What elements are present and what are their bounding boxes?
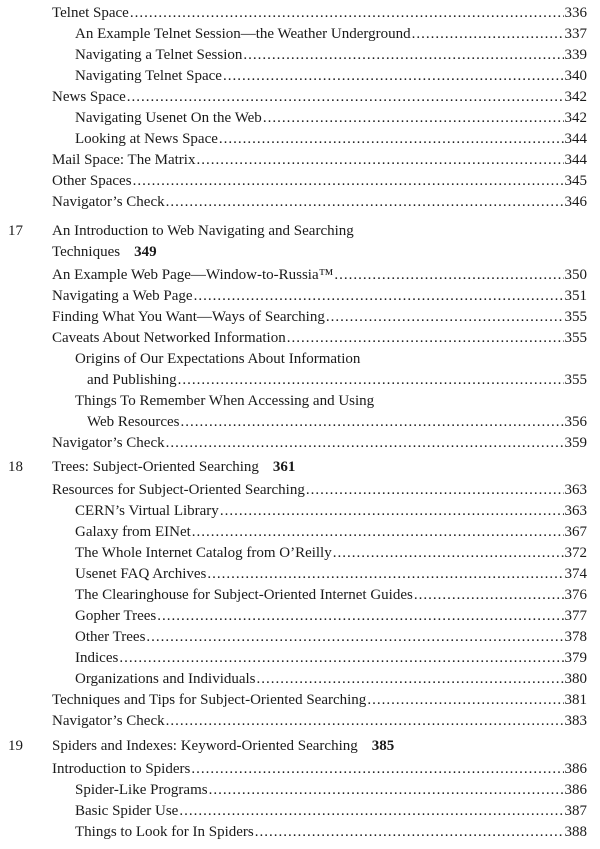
chapter-18-title-text: Trees: Subject-Oriented Searching bbox=[52, 459, 259, 475]
toc-entry-title: The Clearinghouse for Subject-Oriented Internet Guides bbox=[75, 587, 413, 603]
dot-leader bbox=[287, 329, 564, 347]
dot-leader bbox=[412, 25, 564, 43]
toc-entry bbox=[52, 479, 587, 499]
toc-entry bbox=[52, 306, 587, 326]
toc-entry-title: Resources for Subject-Oriented Searching bbox=[52, 482, 305, 498]
dot-leader bbox=[257, 670, 564, 688]
toc-entry-page: 374 bbox=[564, 566, 587, 582]
toc-entry bbox=[75, 128, 587, 148]
dot-leader bbox=[119, 649, 563, 667]
chapter-17-number: 17 bbox=[8, 223, 23, 239]
toc-entry bbox=[75, 107, 587, 127]
toc-entry bbox=[52, 86, 587, 106]
toc-entry-page: 355 bbox=[564, 330, 587, 346]
toc-entry bbox=[75, 800, 587, 820]
chapter-19-page: 385 bbox=[371, 738, 395, 754]
toc-entry-title: Galaxy from EINet bbox=[75, 524, 191, 540]
dot-leader bbox=[209, 781, 564, 799]
toc-entry-page: 376 bbox=[564, 587, 587, 603]
dot-leader bbox=[157, 607, 563, 625]
toc-entry-title: Things to Look for In Spiders bbox=[75, 824, 254, 840]
toc-entry-page: 388 bbox=[564, 824, 587, 840]
toc-entry-title: and Publishing bbox=[87, 372, 177, 388]
dot-leader bbox=[414, 586, 564, 604]
toc-entry-title: Usenet FAQ Archives bbox=[75, 566, 207, 582]
toc-entry-title: The Whole Internet Catalog from O’Reilly bbox=[75, 545, 332, 561]
toc-entry-page: 356 bbox=[564, 414, 587, 430]
toc-entry-things-line1: Things To Remember When Accessing and Using bbox=[75, 393, 375, 409]
toc-entry bbox=[75, 44, 587, 64]
toc-entry-page: 383 bbox=[564, 713, 587, 729]
toc-entry-title: Telnet Space bbox=[52, 5, 129, 21]
dot-leader bbox=[133, 172, 564, 190]
dot-leader bbox=[306, 481, 564, 499]
toc-entry-page: 342 bbox=[564, 110, 587, 126]
toc-entry-page: 363 bbox=[564, 482, 587, 498]
toc-entry-title: CERN’s Virtual Library bbox=[75, 503, 219, 519]
chapter-18-page: 361 bbox=[272, 459, 296, 475]
dot-leader bbox=[166, 193, 564, 211]
toc-entry-page: 379 bbox=[564, 650, 587, 666]
dot-leader bbox=[192, 523, 564, 541]
dot-leader bbox=[326, 308, 564, 326]
dot-leader bbox=[207, 565, 563, 583]
toc-entry-title: Gopher Trees bbox=[75, 608, 157, 624]
toc-entry bbox=[75, 647, 587, 667]
toc-entry-page: 387 bbox=[564, 803, 587, 819]
toc-entry bbox=[52, 170, 587, 190]
toc-entry bbox=[75, 23, 587, 43]
toc-entry-title: Basic Spider Use bbox=[75, 803, 179, 819]
toc-entry-title: Web Resources bbox=[87, 414, 180, 430]
toc-entry bbox=[75, 626, 587, 646]
toc-entry-title: Looking at News Space bbox=[75, 131, 218, 147]
toc-entry-title: Finding What You Want—Ways of Searching bbox=[52, 309, 325, 325]
toc-entry-page: 344 bbox=[564, 131, 587, 147]
dot-leader bbox=[255, 823, 564, 841]
toc-entry-page: 386 bbox=[564, 761, 587, 777]
dot-leader bbox=[127, 88, 564, 106]
toc-entry bbox=[75, 500, 587, 520]
toc-entry-origins bbox=[87, 369, 587, 389]
dot-leader bbox=[194, 287, 564, 305]
dot-leader bbox=[191, 760, 563, 778]
toc-entry-title: Navigator’s Check bbox=[52, 194, 165, 210]
toc-entry-page: 336 bbox=[564, 5, 587, 21]
toc-entry-title: An Example Telnet Session—the Weather Underground bbox=[75, 26, 411, 42]
chapter-19-number: 19 bbox=[8, 738, 23, 754]
chapter-17-title-line1: An Introduction to Web Navigating and Searching bbox=[52, 223, 354, 239]
toc-entry bbox=[75, 779, 587, 799]
toc-entry bbox=[52, 191, 587, 211]
dot-leader bbox=[223, 67, 564, 85]
toc-entry bbox=[75, 521, 587, 541]
toc-entry-page: 339 bbox=[564, 47, 587, 63]
toc-entry-page: 359 bbox=[564, 435, 587, 451]
toc-entry-page: 381 bbox=[564, 692, 587, 708]
toc-entry bbox=[52, 758, 587, 778]
toc-entry bbox=[75, 65, 587, 85]
toc-entry-title: Introduction to Spiders bbox=[52, 761, 191, 777]
dot-leader bbox=[178, 371, 564, 389]
dot-leader bbox=[196, 151, 563, 169]
toc-entry-title: Spider-Like Programs bbox=[75, 782, 208, 798]
toc-entry-page: 377 bbox=[564, 608, 587, 624]
toc-entry bbox=[75, 563, 587, 583]
toc-entry-origins-line1: Origins of Our Expectations About Information bbox=[75, 351, 361, 367]
chapter-17-page: 349 bbox=[134, 244, 157, 260]
toc-entry-title: Other Trees bbox=[75, 629, 146, 645]
chapter-18-number: 18 bbox=[8, 459, 23, 475]
toc-entry-title: News Space bbox=[52, 89, 126, 105]
toc-entry bbox=[75, 821, 587, 841]
toc-entry-page: 345 bbox=[564, 173, 587, 189]
chapter-19-title-text: Spiders and Indexes: Keyword-Oriented Searching bbox=[52, 738, 358, 754]
toc-entry bbox=[52, 264, 587, 284]
toc-entry-title: Navigating a Telnet Session bbox=[75, 47, 243, 63]
toc-entry bbox=[52, 689, 587, 709]
toc-entry-things bbox=[87, 411, 587, 431]
toc-entry-title: Organizations and Individuals bbox=[75, 671, 256, 687]
toc-entry bbox=[52, 2, 587, 22]
toc-entry-title: Navigating Telnet Space bbox=[75, 68, 222, 84]
toc-entry-title: Techniques and Tips for Subject-Oriented Searching bbox=[52, 692, 367, 708]
toc-entry-page: 337 bbox=[564, 26, 587, 42]
toc-entry bbox=[52, 710, 587, 730]
toc-entry bbox=[75, 605, 587, 625]
chapter-18-title bbox=[52, 456, 295, 476]
dot-leader bbox=[263, 109, 564, 127]
toc-entry-page: 342 bbox=[564, 89, 587, 105]
toc-entry-title: Other Spaces bbox=[52, 173, 132, 189]
toc-entry-page: 363 bbox=[564, 503, 587, 519]
toc-entry-page: 355 bbox=[564, 372, 587, 388]
dot-leader bbox=[220, 502, 564, 520]
dot-leader bbox=[179, 802, 563, 820]
dot-leader bbox=[181, 413, 564, 431]
toc-entry-title: An Example Web Page—Window-to-Russia™ bbox=[52, 267, 334, 283]
toc-entry-page: 351 bbox=[564, 288, 587, 304]
toc-entry bbox=[75, 668, 587, 688]
toc-entry-ch17-check bbox=[52, 432, 587, 452]
toc-entry-page: 380 bbox=[564, 671, 587, 687]
toc-entry bbox=[52, 327, 587, 347]
toc-entry bbox=[52, 285, 587, 305]
toc-entry-title: Navigating a Web Page bbox=[52, 288, 193, 304]
toc-entry bbox=[75, 542, 587, 562]
dot-leader bbox=[219, 130, 564, 148]
toc-entry bbox=[75, 584, 587, 604]
toc-entry-page: 378 bbox=[564, 629, 587, 645]
toc-entry-page: 355 bbox=[564, 309, 587, 325]
dot-leader bbox=[146, 628, 563, 646]
toc-entry-page: 346 bbox=[564, 194, 587, 210]
toc-entry-title: Navigator’s Check bbox=[52, 435, 165, 451]
dot-leader bbox=[334, 266, 563, 284]
toc-entry-page: 350 bbox=[564, 267, 587, 283]
toc-entry bbox=[52, 149, 587, 169]
toc-entry-title: Navigating Usenet On the Web bbox=[75, 110, 262, 126]
chapter-17-title-text: Techniques bbox=[52, 244, 121, 260]
chapter-19-title bbox=[52, 735, 394, 755]
toc-entry-page: 367 bbox=[564, 524, 587, 540]
dot-leader bbox=[243, 46, 563, 64]
toc-entry-page: 386 bbox=[564, 782, 587, 798]
dot-leader bbox=[367, 691, 563, 709]
dot-leader bbox=[166, 434, 564, 452]
dot-leader bbox=[130, 4, 564, 22]
toc-entry-page: 372 bbox=[564, 545, 587, 561]
chapter-17-title-line2 bbox=[52, 241, 157, 261]
toc-entry-page: 344 bbox=[564, 152, 587, 168]
dot-leader bbox=[166, 712, 564, 730]
toc-entry-page: 340 bbox=[564, 68, 587, 84]
toc-entry-title: Indices bbox=[75, 650, 119, 666]
dot-leader bbox=[333, 544, 564, 562]
toc-entry-title: Navigator’s Check bbox=[52, 713, 165, 729]
toc-entry-title: Caveats About Networked Information bbox=[52, 330, 286, 346]
toc-entry-title: Mail Space: The Matrix bbox=[52, 152, 196, 168]
